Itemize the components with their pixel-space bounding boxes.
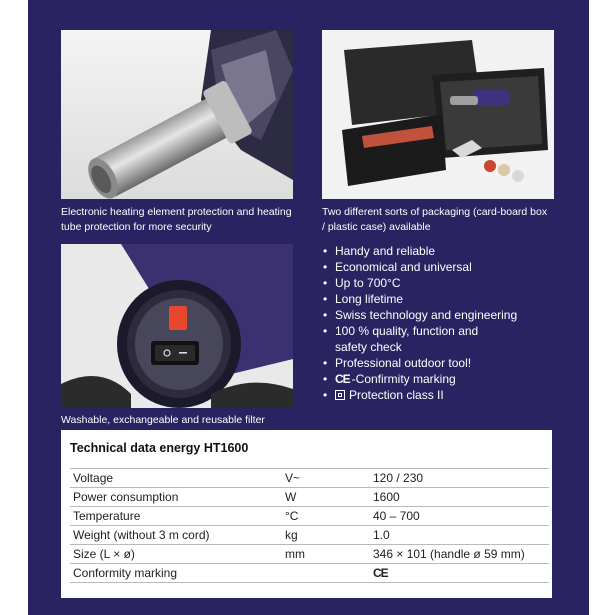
- feature-item: • Handy and reliable: [323, 244, 436, 258]
- table-row: Voltage V~ 120 / 230: [70, 469, 549, 488]
- feature-item: • Long lifetime: [323, 292, 404, 306]
- filter-caption: Washable, exchangeable and reusable filter: [61, 414, 265, 426]
- table-row: Conformity marking CE: [70, 564, 549, 583]
- protection-class-ii-icon: [335, 390, 345, 400]
- packaging-caption: Two different sorts of packaging (card-board box / plastic case) available: [322, 206, 548, 233]
- feature-list: [323, 243, 560, 403]
- table-row: Power consumption W 1600: [70, 488, 549, 507]
- table-row: Weight (without 3 m cord) kg 1.0: [70, 526, 549, 545]
- technical-data-panel: [61, 430, 552, 598]
- technical-data-title: Technical data energy HT1600: [70, 441, 249, 455]
- packaging-photo: [322, 30, 554, 199]
- filter-photo: [61, 244, 293, 408]
- feature-item: • Professional outdoor tool!: [323, 356, 472, 370]
- feature-item: • Swiss technology and engineering: [323, 308, 518, 322]
- table-row: Size (L × ø) mm 346 × 101 (handle ø 59 mm): [70, 545, 549, 564]
- technical-data-table: [70, 468, 549, 583]
- feature-item: • Protection class II: [323, 388, 444, 402]
- feature-item: • Economical and universal: [323, 260, 472, 274]
- ce-mark-icon: CE: [373, 566, 388, 580]
- table-row: Temperature °C 40 – 700: [70, 507, 549, 526]
- heating-tube-caption: Electronic heating element protection and heating tube protection for more security: [61, 206, 292, 233]
- feature-item: • Up to 700°C: [323, 276, 401, 290]
- feature-item: • 100 % quality, function and safety check: [323, 324, 479, 354]
- ce-mark-icon: CE: [335, 372, 350, 386]
- heating-tube-photo: [61, 30, 293, 199]
- feature-item: • CE -Confirmity marking: [323, 372, 456, 386]
